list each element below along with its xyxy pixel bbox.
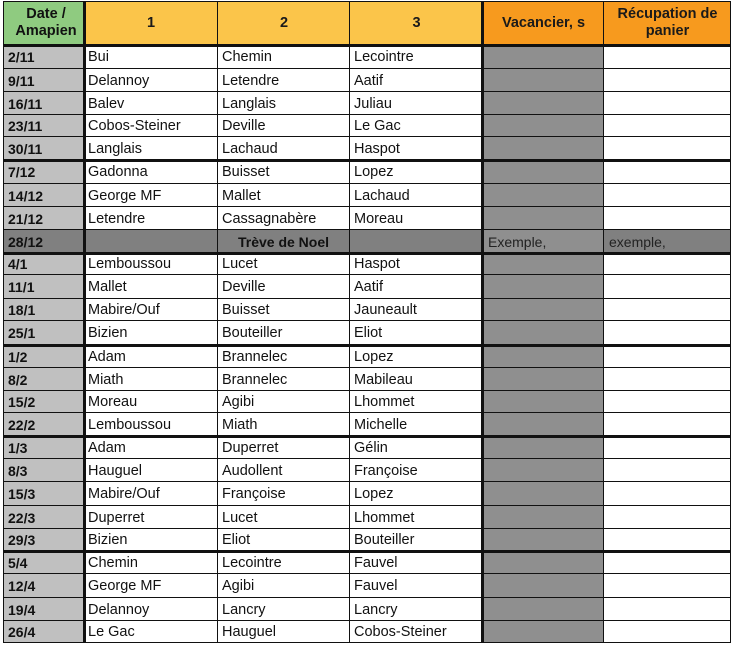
amapien-2-cell[interactable]: Duperret (218, 436, 350, 459)
amapien-3-cell[interactable]: Haspot (350, 253, 483, 275)
date-cell[interactable]: 11/1 (3, 275, 84, 299)
vacancier-cell[interactable] (483, 482, 604, 506)
grid-line (481, 1, 484, 643)
amapien-2-cell[interactable]: Françoise (218, 482, 350, 506)
date-cell[interactable]: 8/2 (3, 368, 84, 391)
vacancier-cell[interactable] (483, 413, 604, 436)
grid-line (3, 274, 731, 275)
grid-line (3, 367, 731, 368)
recuperation-cell[interactable] (604, 160, 731, 184)
amapien-1-cell[interactable]: Adam (84, 345, 218, 368)
grid-line (349, 1, 350, 643)
recuperation-cell[interactable]: exemple, (604, 230, 731, 253)
amapien-3-cell[interactable]: Lecointre (350, 45, 483, 69)
amapien-2-cell[interactable]: Lancry (218, 598, 350, 621)
amapien-1-cell[interactable]: Miath (84, 368, 218, 391)
date-cell[interactable]: 8/3 (3, 459, 84, 482)
amapien-2-cell[interactable]: Audollent (218, 459, 350, 482)
amapien-2-cell[interactable]: Langlais (218, 92, 350, 115)
date-cell[interactable]: 2/11 (3, 45, 84, 69)
amapien-2-cell[interactable]: Agibi (218, 574, 350, 598)
grid-line (3, 68, 731, 69)
header-col-2[interactable]: 2 (218, 1, 350, 45)
amapien-3-cell[interactable]: Mabileau (350, 368, 483, 391)
date-cell[interactable]: 1/2 (3, 345, 84, 368)
date-cell[interactable]: 25/1 (3, 321, 84, 345)
amapien-3-cell[interactable]: Cobos-Steiner (350, 621, 483, 643)
vacancier-cell[interactable] (483, 69, 604, 92)
date-cell[interactable]: 4/1 (3, 253, 84, 275)
amapien-1-cell[interactable]: George MF (84, 574, 218, 598)
vacancier-cell[interactable] (483, 299, 604, 321)
amapien-3-cell[interactable]: Fauvel (350, 574, 483, 598)
amapien-1-cell[interactable]: Hauguel (84, 459, 218, 482)
date-cell[interactable]: 19/4 (3, 598, 84, 621)
recuperation-cell[interactable] (604, 69, 731, 92)
recuperation-cell[interactable] (604, 436, 731, 459)
grid-line (3, 114, 731, 115)
amapien-2-cell[interactable]: Bouteiller (218, 321, 350, 345)
amapien-1-cell[interactable]: George MF (84, 184, 218, 207)
grid-line (3, 344, 731, 347)
vacancier-cell[interactable] (483, 45, 604, 69)
recuperation-cell[interactable] (604, 137, 731, 160)
grid-line (603, 1, 604, 643)
amapien-3-cell[interactable]: Lhommet (350, 506, 483, 529)
grid-line (3, 505, 731, 506)
date-cell[interactable]: 22/3 (3, 506, 84, 529)
grid-line (3, 44, 731, 47)
amapien-3-cell[interactable]: Aatif (350, 69, 483, 92)
recuperation-cell[interactable] (604, 115, 731, 137)
vacancier-cell[interactable] (483, 184, 604, 207)
amapien-2-cell[interactable]: Eliot (218, 529, 350, 551)
date-cell[interactable]: 7/12 (3, 160, 84, 184)
grid-line (3, 642, 731, 643)
date-cell[interactable]: 23/11 (3, 115, 84, 137)
amapien-3-cell[interactable]: Gélin (350, 436, 483, 459)
amapien-1-cell[interactable]: Mabire/Ouf (84, 482, 218, 506)
grid-line (3, 159, 731, 162)
amapien-2-cell[interactable]: Letendre (218, 69, 350, 92)
grid-line (3, 573, 731, 574)
amapien-2-cell[interactable]: Miath (218, 413, 350, 436)
grid-line (3, 435, 731, 438)
vacancier-cell[interactable] (483, 436, 604, 459)
recuperation-cell[interactable] (604, 321, 731, 345)
amapien-3-cell[interactable]: Juliau (350, 92, 483, 115)
recuperation-cell[interactable] (604, 506, 731, 529)
amapien-3-cell[interactable]: Françoise (350, 459, 483, 482)
grid-line (3, 528, 731, 529)
date-cell[interactable]: 29/3 (3, 529, 84, 551)
amapien-1-cell[interactable]: Balev (84, 92, 218, 115)
amapien-3-cell[interactable]: Eliot (350, 321, 483, 345)
amapien-2-cell[interactable]: Deville (218, 115, 350, 137)
vacancier-cell[interactable] (483, 368, 604, 391)
amapien-3-cell[interactable]: Lopez (350, 345, 483, 368)
vacancier-cell[interactable] (483, 137, 604, 160)
recuperation-cell[interactable] (604, 459, 731, 482)
grid-line (730, 1, 731, 643)
vacancier-cell[interactable] (483, 506, 604, 529)
grid-line (3, 229, 731, 230)
amapien-3-cell[interactable]: Moreau (350, 207, 483, 230)
recuperation-cell[interactable] (604, 275, 731, 299)
amapien-2-cell[interactable]: Buisset (218, 299, 350, 321)
vacancier-cell[interactable] (483, 253, 604, 275)
amapien-1-cell[interactable]: Lemboussou (84, 253, 218, 275)
amapien-2-cell[interactable]: Lucet (218, 253, 350, 275)
recuperation-cell[interactable] (604, 92, 731, 115)
recuperation-cell[interactable] (604, 368, 731, 391)
amapien-3-cell[interactable]: Haspot (350, 137, 483, 160)
amapien-1-cell[interactable]: Bizien (84, 321, 218, 345)
vacancier-cell[interactable]: Exemple, (483, 230, 604, 253)
recuperation-cell[interactable] (604, 598, 731, 621)
amapien-1-cell[interactable]: Gadonna (84, 160, 218, 184)
amapien-3-cell[interactable]: Lopez (350, 482, 483, 506)
date-cell[interactable]: 14/12 (3, 184, 84, 207)
amapien-3-cell[interactable]: Aatif (350, 275, 483, 299)
amapien-1-cell[interactable]: Adam (84, 436, 218, 459)
recuperation-cell[interactable] (604, 299, 731, 321)
amapien-3-cell[interactable]: Michelle (350, 413, 483, 436)
amapien-2-cell[interactable]: Deville (218, 275, 350, 299)
vacancier-cell[interactable] (483, 115, 604, 137)
vacancier-cell[interactable] (483, 598, 604, 621)
recuperation-cell[interactable] (604, 621, 731, 643)
grid-line (3, 320, 731, 321)
amapien-2-cell[interactable]: Brannelec (218, 368, 350, 391)
amapien-2-cell[interactable]: Chemin (218, 45, 350, 69)
grid-line (3, 458, 731, 459)
date-cell[interactable]: 18/1 (3, 299, 84, 321)
grid-line (3, 1, 4, 643)
date-cell[interactable]: 15/2 (3, 391, 84, 413)
vacancier-cell[interactable] (483, 321, 604, 345)
vacancier-cell[interactable] (483, 92, 604, 115)
date-cell[interactable]: 30/11 (3, 137, 84, 160)
amapien-1-cell[interactable]: Chemin (84, 551, 218, 574)
date-cell[interactable]: 16/11 (3, 92, 84, 115)
grid-line (3, 298, 731, 299)
grid-line (3, 206, 731, 207)
grid-line (3, 412, 731, 413)
header-date-amapien[interactable]: Date / Amapien (3, 1, 84, 45)
amapien-1-cell[interactable]: Mabire/Ouf (84, 299, 218, 321)
amapien-1-cell[interactable]: Le Gac (84, 621, 218, 643)
date-cell[interactable]: 22/2 (3, 413, 84, 436)
amapien-3-cell[interactable]: Jauneault (350, 299, 483, 321)
grid-line (3, 91, 731, 92)
amapien-3-cell[interactable]: Lopez (350, 160, 483, 184)
amapien-3-cell[interactable]: Le Gac (350, 115, 483, 137)
vacancier-cell[interactable] (483, 207, 604, 230)
amapien-1-cell[interactable]: Moreau (84, 391, 218, 413)
amapien-1-cell[interactable]: Delannoy (84, 69, 218, 92)
date-cell[interactable]: 9/11 (3, 69, 84, 92)
amapien-2-cell[interactable]: Brannelec (218, 345, 350, 368)
vacancier-cell[interactable] (483, 459, 604, 482)
date-cell[interactable]: 21/12 (3, 207, 84, 230)
amapien-3-cell[interactable]: Lachaud (350, 184, 483, 207)
grid-line (3, 252, 731, 255)
recuperation-cell[interactable] (604, 253, 731, 275)
recuperation-cell[interactable] (604, 345, 731, 368)
vacancier-cell[interactable] (483, 574, 604, 598)
vacancier-cell[interactable] (483, 275, 604, 299)
amapien-2-cell[interactable]: Hauguel (218, 621, 350, 643)
amapien-3-cell[interactable]: Lancry (350, 598, 483, 621)
recuperation-cell[interactable] (604, 551, 731, 574)
amapien-1-cell[interactable]: Bui (84, 45, 218, 69)
amapien-2-cell[interactable]: Agibi (218, 391, 350, 413)
amapien-2-cell[interactable]: Lucet (218, 506, 350, 529)
amapien-2-cell[interactable]: Cassagnabère (218, 207, 350, 230)
grid-line (3, 183, 731, 184)
amapien-2-cell[interactable]: Buisset (218, 160, 350, 184)
recuperation-cell[interactable] (604, 45, 731, 69)
holiday-merged-cell[interactable]: Trève de Noel (84, 230, 483, 253)
date-cell[interactable]: 12/4 (3, 574, 84, 598)
header-col-3[interactable]: 3 (350, 1, 483, 45)
grid-line (217, 1, 218, 643)
recuperation-cell[interactable] (604, 482, 731, 506)
vacancier-cell[interactable] (483, 160, 604, 184)
recuperation-cell[interactable] (604, 574, 731, 598)
vacancier-cell[interactable] (483, 621, 604, 643)
amapien-3-cell[interactable]: Fauvel (350, 551, 483, 574)
vacancier-cell[interactable] (483, 391, 604, 413)
amapien-2-cell[interactable]: Lecointre (218, 551, 350, 574)
grid-line (3, 1, 731, 2)
recuperation-cell[interactable] (604, 413, 731, 436)
header-vacancier[interactable]: Vacancier, s (483, 1, 604, 45)
date-cell[interactable]: 26/4 (3, 621, 84, 643)
amapien-2-cell[interactable]: Mallet (218, 184, 350, 207)
grid-line (3, 620, 731, 621)
header-col-1[interactable]: 1 (84, 1, 218, 45)
amapien-3-cell[interactable]: Lhommet (350, 391, 483, 413)
recuperation-cell[interactable] (604, 184, 731, 207)
amapien-1-cell[interactable]: Delannoy (84, 598, 218, 621)
vacancier-cell[interactable] (483, 529, 604, 551)
amapien-1-cell[interactable]: Mallet (84, 275, 218, 299)
vacancier-cell[interactable] (483, 345, 604, 368)
amapien-3-cell[interactable]: Bouteiller (350, 529, 483, 551)
vacancier-cell[interactable] (483, 551, 604, 574)
amapien-2-cell[interactable]: Lachaud (218, 137, 350, 160)
grid-line (3, 550, 731, 553)
recuperation-cell[interactable] (604, 207, 731, 230)
grid-line (3, 136, 731, 137)
amapien-1-cell[interactable]: Langlais (84, 137, 218, 160)
recuperation-cell[interactable] (604, 391, 731, 413)
date-cell[interactable]: 1/3 (3, 436, 84, 459)
grid-line (3, 481, 731, 482)
date-cell[interactable]: 15/3 (3, 482, 84, 506)
header-recuperation-panier[interactable]: Récupation de panier (604, 1, 731, 45)
date-cell[interactable]: 5/4 (3, 551, 84, 574)
date-cell[interactable]: 28/12 (3, 230, 84, 253)
amapien-1-cell[interactable]: Lemboussou (84, 413, 218, 436)
amapien-1-cell[interactable]: Duperret (84, 506, 218, 529)
grid-line (3, 597, 731, 598)
amapien-1-cell[interactable]: Bizien (84, 529, 218, 551)
grid-line (3, 390, 731, 391)
amapien-1-cell[interactable]: Letendre (84, 207, 218, 230)
recuperation-cell[interactable] (604, 529, 731, 551)
grid-line (83, 1, 86, 643)
amapien-1-cell[interactable]: Cobos-Steiner (84, 115, 218, 137)
